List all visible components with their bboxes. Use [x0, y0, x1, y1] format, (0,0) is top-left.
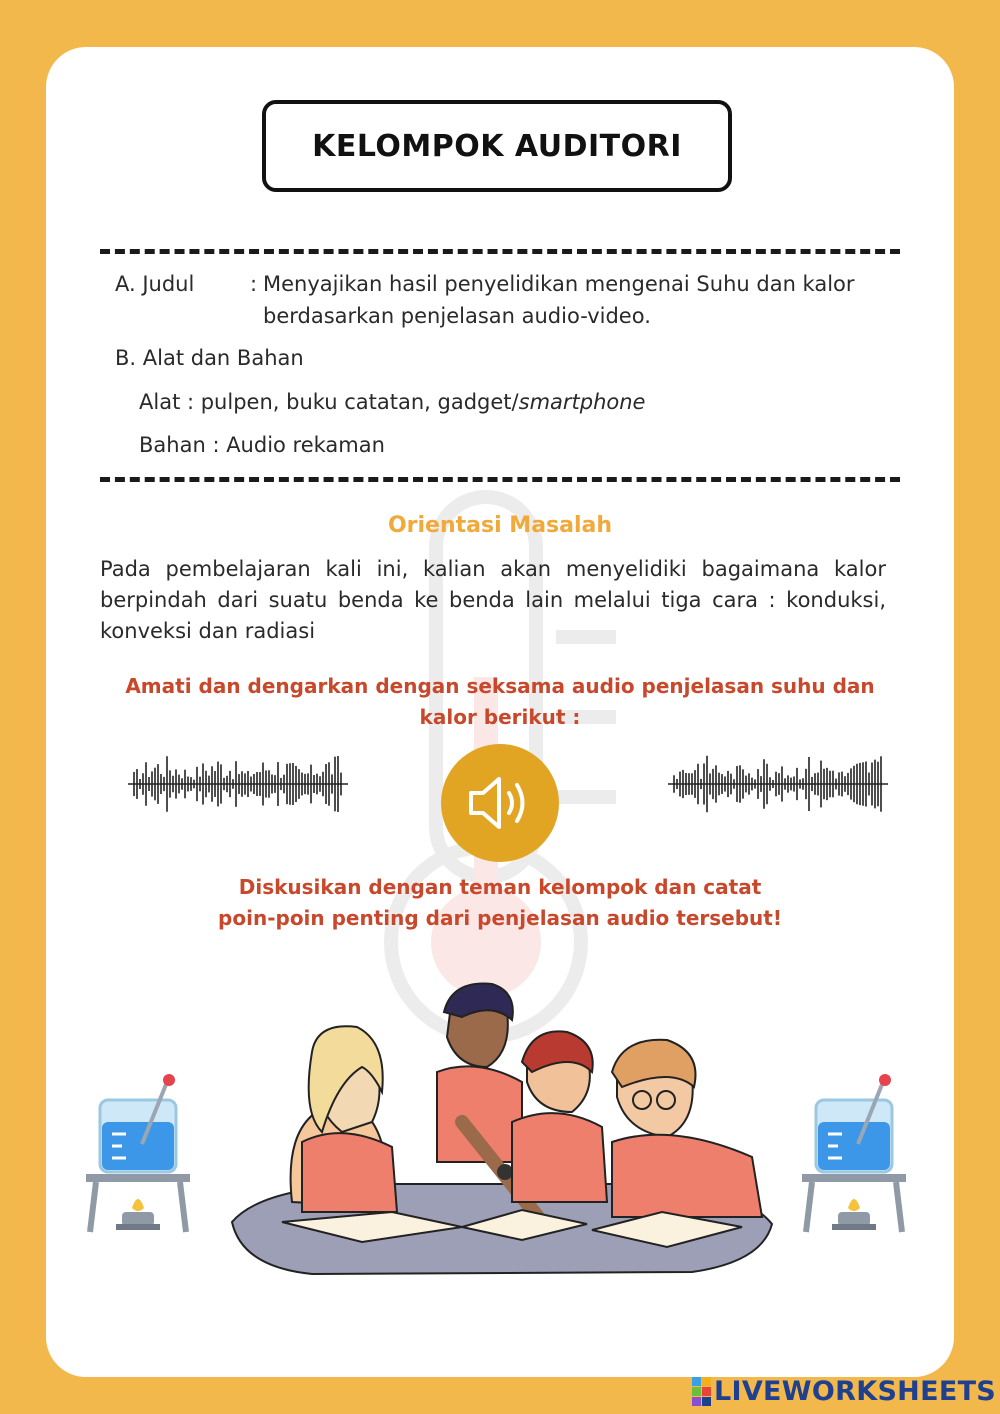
- worksheet-card: [46, 47, 954, 1377]
- orientasi-title: Orientasi Masalah: [387, 513, 613, 538]
- beaker-burner-icon: [82, 1072, 194, 1237]
- audio-wave-icon: [128, 752, 348, 816]
- orientasi-paragraph: Pada pembelajaran kali ini, kalian akan menyelidiki bagaimana kalor berpindah dari suatu benda ke benda lain melalui tiga cara : konduksi, konveksi dan radiasi: [100, 557, 886, 643]
- discuss-instruction-line-1: Diskusikan dengan teman kelompok dan catat: [238, 875, 762, 899]
- alat-line: [139, 390, 645, 414]
- audio-wave-icon: [668, 752, 888, 816]
- judul-label: A. Judul: [115, 272, 195, 296]
- bottom-divider: [100, 477, 900, 482]
- bahan-line: Bahan : Audio rekaman: [139, 433, 385, 457]
- liveworksheets-logo: [692, 1376, 996, 1407]
- logo-text: LIVEWORKSHEETS: [714, 1376, 997, 1407]
- speaker-icon: [465, 773, 535, 833]
- logo-blocks-icon: [692, 1377, 711, 1406]
- judul-line-1: Menyajikan hasil penyelidikan mengenai Suhu dan kalor: [263, 272, 855, 296]
- students-studying-illustration: [222, 972, 782, 1302]
- listen-instruction-line-1: Amati dan dengarkan dengan seksama audio penjelasan suhu dan: [125, 674, 875, 698]
- play-audio-button[interactable]: [441, 744, 559, 862]
- title-box: [262, 100, 732, 192]
- top-divider: [100, 249, 900, 254]
- alat-italic: smartphone: [518, 390, 646, 414]
- alat-text: Alat : pulpen, buku catatan, gadget/: [139, 390, 519, 414]
- discuss-instruction-line-2: poin-poin penting dari penjelasan audio tersebut!: [218, 906, 782, 930]
- beaker-burner-icon: [798, 1072, 910, 1237]
- page-title: KELOMPOK AUDITORI: [312, 128, 682, 164]
- listen-instruction-line-2: kalor berikut :: [419, 705, 581, 729]
- judul-colon: :: [250, 272, 258, 296]
- alat-bahan-label: B. Alat dan Bahan: [115, 346, 304, 370]
- judul-line-2: berdasarkan penjelasan audio-video.: [263, 304, 651, 328]
